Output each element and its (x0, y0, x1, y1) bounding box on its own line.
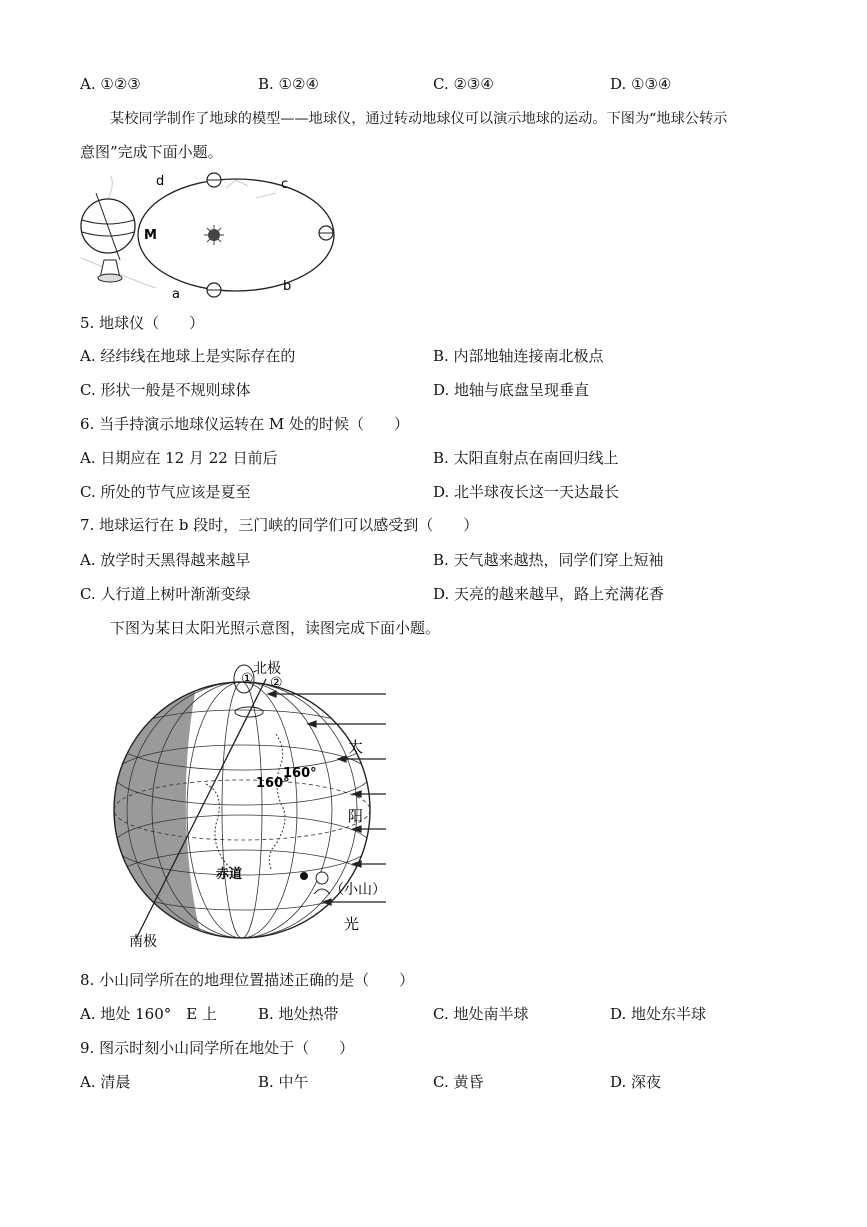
q9-option-d: D. 深夜 (610, 1073, 662, 1091)
q8-stem: 8. 小山同学所在的地理位置描述正确的是（ ） (80, 971, 415, 989)
sun-char-3: 光 (344, 915, 360, 933)
q4-option-c: C. ②③④ (433, 75, 494, 93)
sunlight-diagram (76, 654, 396, 954)
q6-stem: 6. 当手持演示地球仪运转在 M 处的时候（ ） (80, 415, 409, 433)
globe-model (81, 193, 135, 282)
orbit-ellipse (138, 179, 334, 291)
south-pole-label: 南极 (129, 934, 157, 950)
q8-option-a: A. 地处 160° E 上 (80, 1005, 217, 1023)
rotation-marker-2: ② (270, 675, 283, 691)
equator-label: 赤道 (216, 867, 243, 882)
q6-option-a: A. 日期应在 12 月 22 日前后 (80, 449, 278, 467)
q9-option-b: B. 中午 (258, 1073, 309, 1091)
sun-icon (204, 225, 224, 245)
rotation-marker-1: ① (241, 671, 254, 687)
orbit-label-m: M (144, 228, 157, 243)
xiaoshan-label: （小山） (330, 882, 386, 898)
q6-option-b: B. 太阳直射点在南回归线上 (433, 449, 619, 467)
q9-option-a: A. 清晨 (80, 1073, 131, 1091)
orbit-label-d: d (156, 174, 165, 189)
intro-paragraph-1-cont: 意图”完成下面小题。 (80, 143, 223, 161)
sun-char-1: 太 (348, 738, 364, 756)
intro-paragraph-2: 下图为某日太阳光照示意图，读图完成下面小题。 (110, 619, 441, 637)
q5-option-d: D. 地轴与底盘呈现垂直 (433, 381, 590, 399)
q4-option-a: A. ①②③ (80, 75, 141, 93)
q8-option-c: C. 地处南半球 (433, 1005, 529, 1023)
q5-stem: 5. 地球仪（ ） (80, 314, 205, 332)
orbit-label-c: c (281, 177, 289, 192)
q6-option-c: C. 所处的节气应该是夏至 (80, 483, 251, 501)
q5-option-a: A. 经纬线在地球上是实际存在的 (80, 347, 296, 365)
q6-option-d: D. 北半球夜长这一天达最长 (433, 483, 620, 501)
orbit-label-b: b (283, 279, 292, 294)
q8-option-d: D. 地处东半球 (610, 1005, 707, 1023)
q5-option-b: B. 内部地轴连接南北极点 (433, 347, 604, 365)
xiaoshan-location (300, 872, 308, 880)
north-pole-label: 北极 (253, 661, 281, 677)
q7-option-d: D. 天亮的越来越早，路上充满花香 (433, 585, 665, 603)
orbit-label-a: a (172, 287, 180, 302)
intro-paragraph-1: 某校同学制作了地球的模型——地球仪，通过转动地球仪可以演示地球的运动。下图为“地球公转示 (110, 111, 728, 127)
q9-option-c: C. 黄昏 (433, 1073, 484, 1091)
q4-option-b: B. ①②④ (258, 75, 319, 93)
q4-option-d: D. ①③④ (610, 75, 672, 93)
q7-option-c: C. 人行道上树叶渐渐变绿 (80, 585, 251, 603)
orbit-diagram (76, 168, 346, 303)
q7-stem: 7. 地球运行在 b 段时，三门峡的同学们可以感受到（ ） (80, 516, 479, 534)
q8-option-b: B. 地处热带 (258, 1005, 339, 1023)
q7-option-a: A. 放学时天黑得越来越早 (80, 551, 251, 569)
q9-stem: 9. 图示时刻小山同学所在地处于（ ） (80, 1039, 355, 1057)
q7-option-b: B. 天气越来越热，同学们穿上短袖 (433, 551, 664, 569)
q5-option-c: C. 形状一般是不规则球体 (80, 381, 251, 399)
longitude-label-1: 160° (256, 776, 290, 791)
longitude-label-2: 160° (283, 766, 317, 781)
sun-char-2: 阳 (348, 807, 364, 825)
